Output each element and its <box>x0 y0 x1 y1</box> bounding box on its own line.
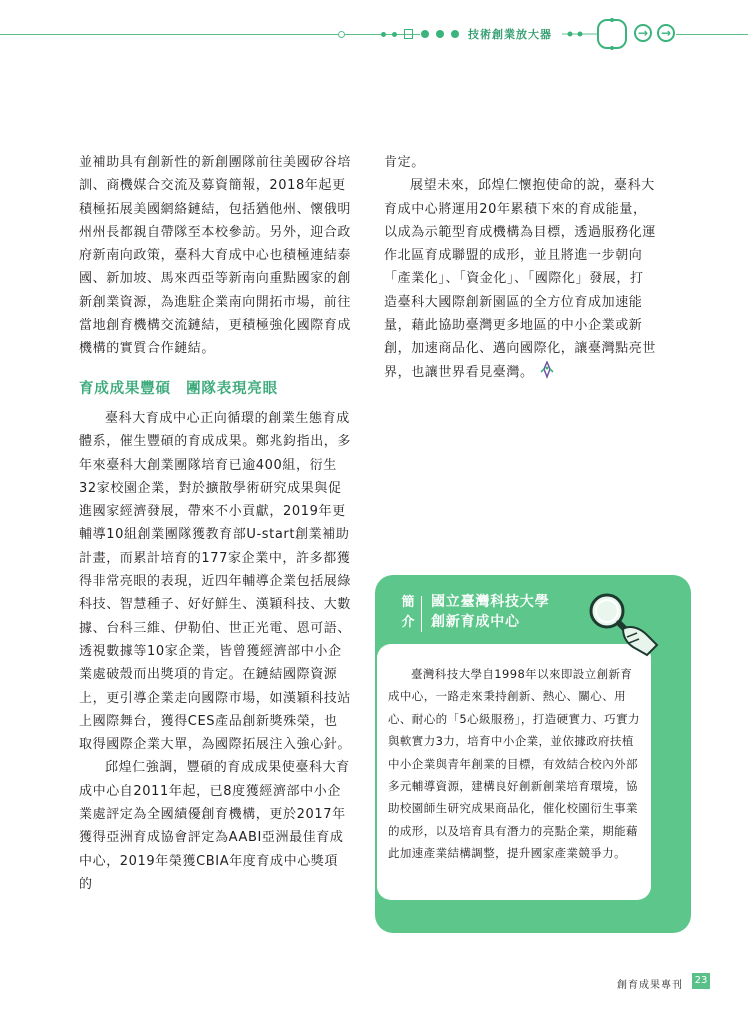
header-dot <box>436 30 444 38</box>
intro-box-paragraph: 臺灣科技大學自1998年以來即設立創新育成中心，一路走來秉持創新、熱心、關心、用心、耐心的「5心級服務」，打造硬實力、巧實力與軟實力3力，培育中小企業，並依據政府扶植中小企業與青年創業的目標，有效結合校內外部多元輔導資源，建構良好創新創業培育環境，協助校園師生研究成果商品化，催化校園衍生事業的成形，以及培育具有潛力的亮點企業，期能藉此加速產業結構調整，提升國家產業競爭力。 <box>388 667 640 861</box>
right-paragraph-2 <box>384 174 656 384</box>
left-paragraph-3: 邱煌仁強調，豐碩的育成成果使臺科大育成中心自2011年起，已8度獲經濟部中小企業處評定為全國績優創育機構，更於2017年獲得亞洲育成協會評定為AABI亞洲最佳育成中心，2019年榮獲CBIA年度育成中心獎項的 <box>79 760 350 892</box>
intro-box-tag-line-1: 簡 <box>401 595 415 610</box>
intro-box-divider <box>421 596 422 632</box>
right-column <box>384 151 656 384</box>
header-dot <box>381 32 386 37</box>
header-rule-right <box>676 34 748 35</box>
intro-box-title <box>431 592 549 632</box>
header-rule-left <box>0 34 420 35</box>
header-section-title: 技術創業放大器 <box>468 28 552 41</box>
header-arrow-right-icon: → <box>657 24 675 42</box>
right-paragraph-2-text: 展望未來，邱煌仁懷抱使命的說，臺科大育成中心將運用20年累積下來的育成能量，以成為示範型育成機構為目標，透過服務化運作北區育成聯盟的成形，並且將進一步朝向「產業化」、「資金化」、「國際化」發展，打造臺科大國際創新園區的全方位育成加速能量，藉此協助臺灣更多地區的中小企業或新創，加速商品化、邁向國際化，讓臺灣點亮世界，也讓世界看見臺灣。 <box>384 178 657 380</box>
section-heading: 育成成果豐碩 團隊表現亮眼 <box>79 380 278 397</box>
left-paragraph-1: 並補助具有創新性的新創團隊前往美國矽谷培訓、商機媒合交流及募資簡報，2018年起更積極拓展美國網絡鏈結，包括猶他州、懷俄明州州長都親自帶隊至本校參訪。另外，迎合政府新南向政策，臺科大育成中心也積極連結泰國、新加坡、馬來西亞等新南向重點國家的創新創業資源，為進駐企業南向開拓市場，前往當地創育機構交流鏈結，更積極強化國際育成機構的實質合作鏈結。 <box>79 155 352 357</box>
footer-publication: 創育成果專刊 <box>617 980 683 991</box>
header-dot <box>421 30 429 38</box>
page-number: 23 <box>692 973 710 989</box>
intro-box-tag-line-2: 介 <box>401 615 415 630</box>
left-paragraph-2: 臺科大育成中心正向循環的創業生態育成體系，催生豐碩的育成成果。鄭兆鈞指出，多年來臺科大創業團隊培育已逾400組，衍生32家校園企業，對於擴散學術研究成果與促進國家經濟發展，帶來不小貢獻，2019年更輔導10組創業團隊獲教育部U-start創業補助計畫，而累計培育的177家企業中，許多都獲得非常亮眼的表現，近四年輔導企業包括展綠科技、智慧種子、好好鮮生、漢穎科技、大數據、台科三維、伊勒伯、世正光電、恩可語、透視數據等10家企業，皆曾獲經濟部中小企業處破殼而出獎項的肯定。在鏈結國際資源上，更引導企業走向國際市場，如漢穎科技站上國際舞台，獲得CES產品創新獎殊榮，也取得國際企業大單，為國際拓展注入強心針。 <box>79 410 352 753</box>
left-column <box>79 151 351 896</box>
intro-box-title-line-1: 國立臺灣科技大學 <box>431 594 550 610</box>
header-circuit-icon <box>562 16 632 52</box>
magnifier-hand-icon <box>577 583 667 663</box>
intro-box-tag <box>398 593 418 633</box>
header-square-icon <box>404 29 413 39</box>
intro-box-title-line-2: 創新育成中心 <box>431 614 520 630</box>
right-paragraph-1: 肯定。 <box>384 155 425 170</box>
header-arrow-right-icon: → <box>634 24 652 42</box>
header-dot <box>451 30 459 38</box>
end-mark-icon <box>538 361 556 379</box>
header-dot <box>392 32 397 37</box>
intro-box-body <box>388 663 643 865</box>
header-node-dot <box>338 31 345 38</box>
